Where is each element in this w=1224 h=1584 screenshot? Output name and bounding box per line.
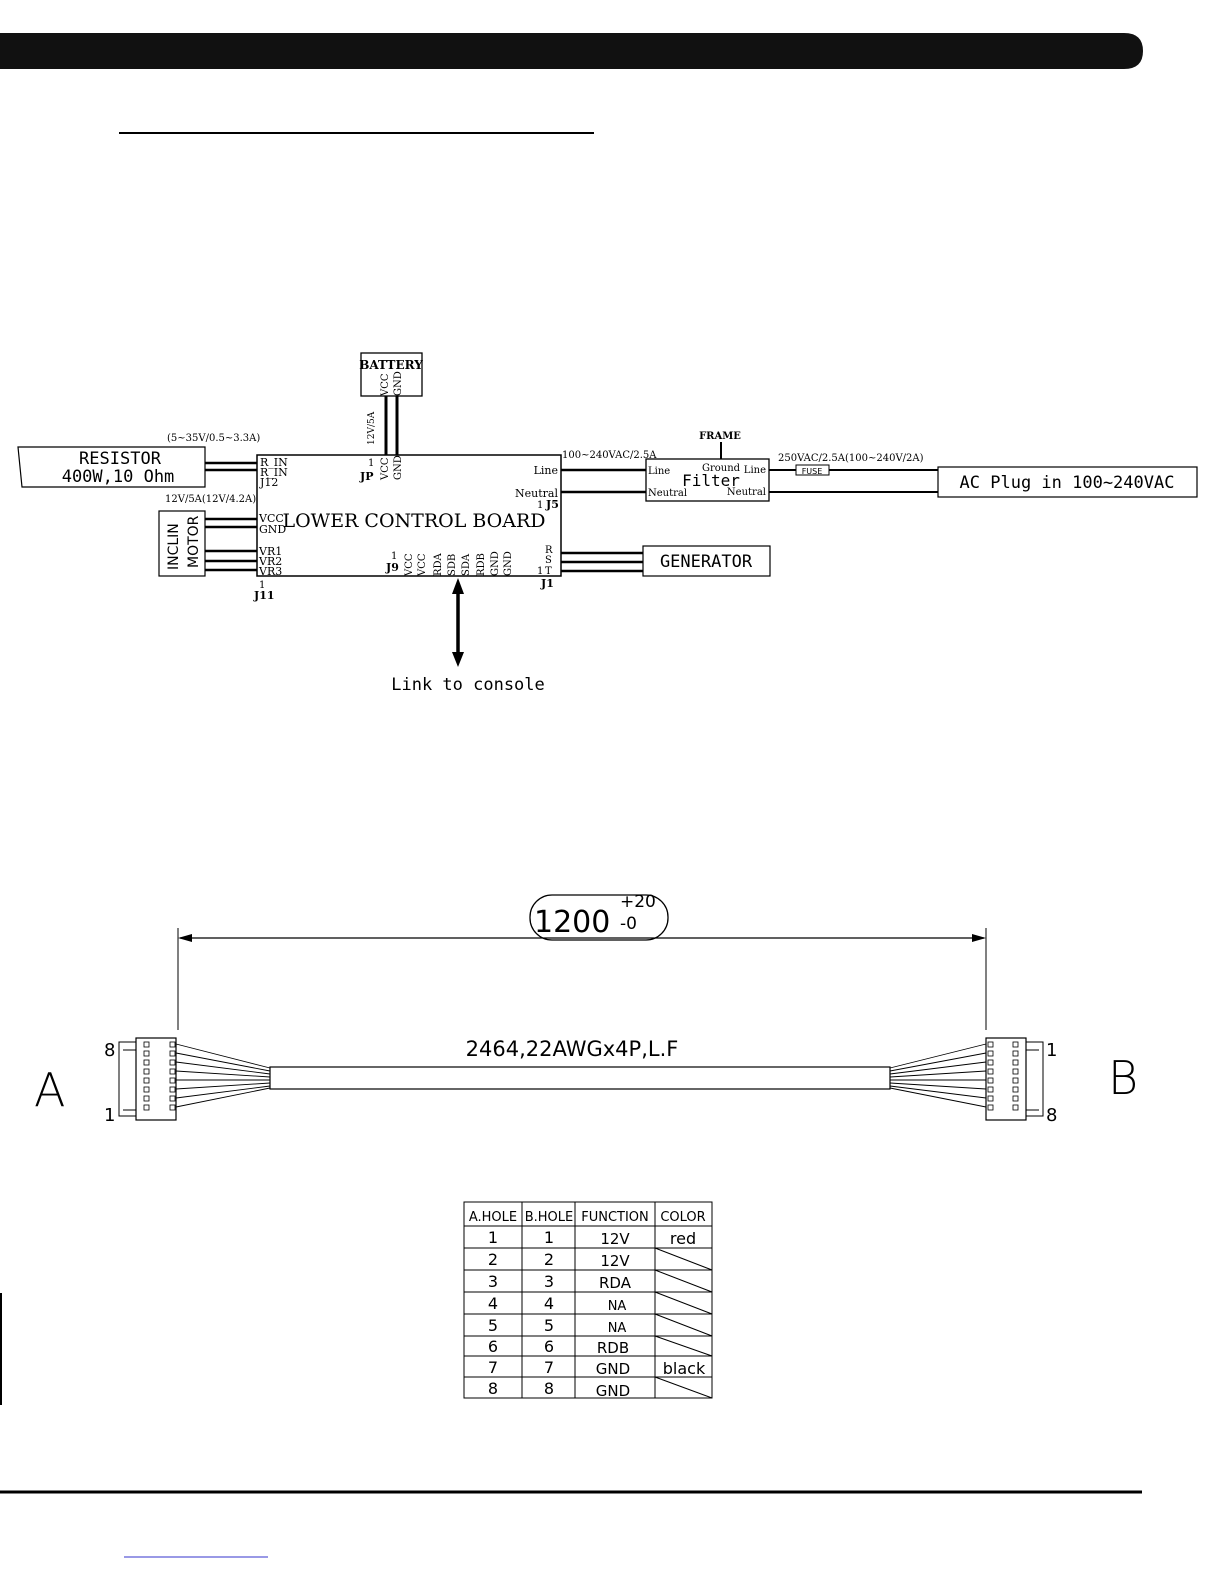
cable-tolerance-minus: -0 xyxy=(620,914,637,934)
console-link-label: Link to console xyxy=(391,675,545,695)
table-cell: 1 xyxy=(487,1228,499,1247)
connector-a-pin-top: 8 xyxy=(104,1040,116,1061)
table-cell: 3 xyxy=(543,1272,555,1291)
j12-pin-1: R_IN xyxy=(260,456,288,469)
connector-b-body xyxy=(986,1038,1026,1120)
cable-end-a-label: A xyxy=(34,1063,66,1117)
table-cell: 1 xyxy=(543,1228,555,1247)
wiring-diagram xyxy=(18,353,1197,695)
filter-neutral-in: Neutral xyxy=(648,488,688,499)
j11-pin-vr1: VR1 xyxy=(259,545,283,558)
table-cell: 7 xyxy=(487,1358,499,1377)
battery-vcc-label: VCC xyxy=(380,373,391,396)
connector-b-pin-top: 1 xyxy=(1046,1040,1058,1061)
table-header-color: COLOR xyxy=(660,1210,706,1225)
table-header-b-hole: B.HOLE xyxy=(524,1210,574,1225)
j11-pin-gnd: GND xyxy=(259,523,287,536)
connector-b-pins xyxy=(988,1042,1018,1110)
jp-pin-number: 1 xyxy=(368,458,375,469)
j9-pin-vcc-2: VCC xyxy=(417,553,428,576)
table-cell: 2 xyxy=(487,1250,499,1269)
frame-label: FRAME xyxy=(699,431,741,442)
cable-spec: 2464,22AWGx4P,L.F xyxy=(465,1037,679,1061)
j1-pin-r: R xyxy=(545,545,553,556)
table-cell: 2 xyxy=(543,1250,555,1269)
resistor-line1: RESISTOR xyxy=(79,449,161,469)
j11-label: J11 xyxy=(254,589,275,602)
color-empty-mark xyxy=(655,1292,712,1314)
fanout-wires-a xyxy=(176,1044,270,1107)
table-header-a-hole: A.HOLE xyxy=(468,1210,518,1225)
j9-pin-vcc-1: VCC xyxy=(404,553,415,576)
cable-jacket xyxy=(270,1067,890,1089)
filter-title: Filter xyxy=(682,471,740,490)
board-title: LOWER CONTROL BOARD xyxy=(282,510,546,532)
j9-pin-number: 1 xyxy=(391,551,398,562)
table-cell: 8 xyxy=(543,1379,555,1398)
pin-table xyxy=(464,1202,712,1400)
console-arrow-head-up xyxy=(452,578,464,594)
table-cell: 5 xyxy=(543,1316,555,1335)
dimension-arrow-right xyxy=(972,934,986,942)
color-empty-mark xyxy=(655,1377,712,1398)
table-cell: RDB xyxy=(596,1339,630,1357)
incline-motor-spec: 12V/5A(12V/4.2A) xyxy=(165,494,257,505)
table-cell: 12V xyxy=(600,1230,630,1248)
j1-pin-s: S xyxy=(545,555,552,566)
j9-label: J9 xyxy=(386,561,399,574)
cable-end-b-label: B xyxy=(1108,1051,1139,1105)
table-cell: RDA xyxy=(599,1274,631,1292)
table-header-function: FUNCTION xyxy=(581,1210,649,1225)
connector-a-pins xyxy=(144,1042,175,1110)
table-cell: NA xyxy=(607,1321,627,1336)
jp-pin-gnd: GND xyxy=(393,455,404,480)
j1-pin-t: T xyxy=(545,566,552,577)
j5-pin-neutral: Neutral xyxy=(515,487,558,500)
battery-gnd-label: GND xyxy=(393,371,404,396)
incline-motor-line1: INCLIN xyxy=(166,523,182,570)
filter-line-in: Line xyxy=(648,466,671,477)
table-cell: 6 xyxy=(487,1337,499,1356)
ac-plug-label: AC Plug in 100~240VAC xyxy=(959,473,1175,493)
color-empty-mark xyxy=(655,1336,712,1356)
table-cell: 4 xyxy=(487,1294,499,1313)
resistor-line2: 400W,10 Ohm xyxy=(61,467,175,487)
table-cell: GND xyxy=(595,1382,631,1400)
jp-label: JP xyxy=(360,470,374,483)
cable-drawing xyxy=(34,892,1138,1126)
table-cell: 7 xyxy=(543,1358,555,1377)
filter-neutral-out: Neutral xyxy=(726,487,766,498)
j9-pin-sda: SDA xyxy=(461,553,472,576)
jp-pin-vcc: VCC xyxy=(380,457,391,480)
color-empty-mark xyxy=(655,1270,712,1292)
j5-label: J5 xyxy=(546,498,559,511)
j9-pin-gnd-2: GND xyxy=(503,551,514,576)
header-bar xyxy=(0,33,1143,69)
connector-a-pin-bottom: 1 xyxy=(104,1105,116,1126)
j9-pin-gnd-1: GND xyxy=(490,551,501,576)
power-spec: 100~240VAC/2.5A xyxy=(562,450,657,461)
generator-label: GENERATOR xyxy=(659,552,753,572)
cable-length: 1200 xyxy=(534,905,611,940)
filter-line-out: Line xyxy=(743,465,766,476)
j12-label: J12 xyxy=(260,476,279,489)
table-cell: 4 xyxy=(543,1294,555,1313)
table-cell: 8 xyxy=(487,1379,499,1398)
filter-ground: Ground xyxy=(702,463,741,474)
battery-spec: 12V/5A xyxy=(367,411,377,445)
j1-pin-number: 1 xyxy=(537,566,544,577)
table-cell: red xyxy=(669,1229,697,1248)
j9-pin-rdb: RDB xyxy=(476,553,487,576)
j9-pin-sdb: SDB xyxy=(447,553,458,576)
j1-label: J1 xyxy=(541,577,554,590)
table-cell: 3 xyxy=(487,1272,499,1291)
table-cell: NA xyxy=(607,1299,627,1314)
j11-pin-vcc: VCC xyxy=(259,512,284,525)
console-arrow-head-down xyxy=(452,652,464,667)
color-empty-mark xyxy=(655,1314,712,1336)
fanout-wires-b xyxy=(890,1044,986,1107)
table-cell: 12V xyxy=(600,1252,630,1270)
fuse-label: FUSE xyxy=(801,467,823,476)
table-cell: black xyxy=(662,1359,706,1378)
dimension-arrow-left xyxy=(178,934,192,942)
table-cell: GND xyxy=(595,1360,631,1378)
table-cell: 5 xyxy=(487,1316,499,1335)
j11-pin-number: 1 xyxy=(259,580,266,591)
connector-b-latch xyxy=(1026,1042,1043,1116)
incline-motor-line2: MOTOR xyxy=(186,515,202,568)
fuse-spec: 250VAC/2.5A(100~240V/2A) xyxy=(778,453,924,464)
j12-pin-2: R_IN xyxy=(260,466,288,479)
connector-a-latch xyxy=(119,1042,136,1116)
table-cell: 6 xyxy=(543,1337,555,1356)
j5-pin-number: 1 xyxy=(537,500,544,511)
j11-pin-vr3: VR3 xyxy=(259,565,283,578)
j9-pin-rda: RDA xyxy=(433,553,444,576)
resistor-spec: (5~35V/0.5~3.3A) xyxy=(167,433,261,444)
j11-pin-vr2: VR2 xyxy=(259,555,283,568)
j5-pin-line: Line xyxy=(533,464,558,477)
color-empty-mark xyxy=(655,1248,712,1270)
connector-b-pin-bottom: 8 xyxy=(1046,1105,1058,1126)
cable-tolerance-plus: +20 xyxy=(620,892,656,912)
battery-title: BATTERY xyxy=(359,358,423,372)
